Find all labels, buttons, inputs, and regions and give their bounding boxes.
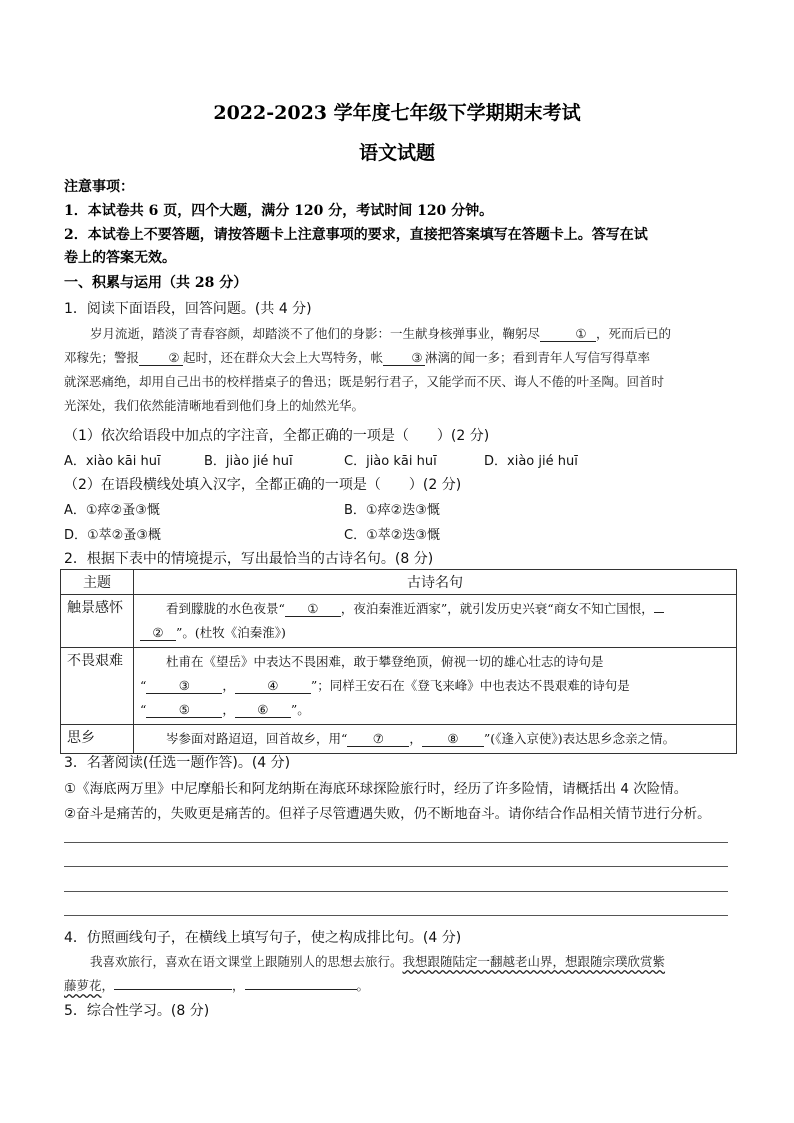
q1-sub1: （1）依次给语段中加点的字注音，全都正确的一项是（ ）(2 分) [64, 428, 490, 444]
blank-6: ⑥ [235, 702, 291, 718]
q3-option-2: ②奋斗是痛苦的，失败更是痛苦的。但祥子尽管遭遇失败，仍不断地奋斗。请你结合作品相关情节进行分析。 [64, 806, 711, 822]
table-row [61, 595, 737, 648]
notes-heading: 注意事项： [64, 179, 134, 195]
q1-sub2-option-d: D．①萃②蚤③概 [64, 528, 161, 543]
q1-passage-text: 就深恶痛绝，却用自己出书的校样揩桌子的鲁迅；既是躬行君子，又能学而不厌、诲人不倦的叶圣陶。回首时 [64, 374, 665, 389]
blank-2-lead [654, 612, 664, 613]
blank-8: ⑧ [422, 731, 484, 747]
q4-stem: 4．仿照画线句子，在横线上填写句子，使之构成排比句。(4 分) [64, 930, 462, 946]
row-poem: 岑参面对路迢迢，回首故乡，用“ ⑦ ， ⑧ ”(《逢入京使》)表达思乡念亲之情。 [134, 725, 737, 754]
poem-text: 杜甫在《望岳》中表达不畏困难，敢于攀登绝顶，俯视一切的雄心壮志的诗句是 [166, 654, 604, 669]
q1-sub1-option-b: B．jiào jié huī [204, 454, 293, 469]
poem-text: ”(《逢入京使》)表达思乡念亲之情。 [483, 731, 676, 746]
blank-4: ④ [235, 678, 311, 694]
answer-line[interactable] [64, 891, 728, 892]
q1-sub2-option-c: C．①萃②迭③慨 [344, 528, 441, 543]
row-theme: 思乡 [61, 725, 134, 754]
q4-underlined-sentence: 藤萝花 [64, 978, 102, 993]
q1-passage-text: 光深处，我们依然能清晰地看到他们身上的灿然光华。 [64, 398, 365, 413]
answer-line[interactable] [64, 915, 728, 916]
q3-stem: 3．名著阅读(任选一题作答)。(4 分) [64, 755, 291, 771]
row-poem [134, 595, 737, 648]
blank-3: ③ [146, 678, 222, 694]
poem-text: ；同样王安石在《登飞来峰》中也表达不畏艰难的诗句是 [317, 678, 630, 693]
notes-item-2a: 2．本试卷上不要答题，请按答题卡上注意事项的要求，直接把答案填写在答题卡上。答写在试 [64, 227, 648, 243]
q1-sub1-option-c: C．jiào kāi huī [344, 454, 437, 469]
blank-2: ② [140, 625, 176, 641]
section1-heading: 一、积累与运用（共 28 分） [64, 275, 248, 291]
table-row [61, 648, 737, 725]
q1-blank-1: ① [540, 326, 596, 342]
q4-text: 。 [356, 978, 370, 993]
table-header-row [61, 570, 737, 595]
blank-5: ⑤ [146, 702, 222, 718]
subject-title: 语文试题 [358, 142, 435, 164]
q1-sub2-option-a: A．①瘁②蚤③慨 [64, 503, 160, 518]
q4-underlined-sentence: 我想跟随陆定一翻越老山界，想跟随宗璞欣赏紫 [402, 954, 666, 969]
q1-passage-text: 岁月流逝，踏淡了青春容颜，却踏淡不了他们的身影：一生献身核弹事业，鞠躬尽 [90, 326, 541, 341]
blank-7: ⑦ [347, 731, 409, 747]
poem-text: 岑参面对路迢迢，回首故乡，用“ [166, 731, 348, 746]
q1-passage-text: 起时，还在群众大会上大骂特务，帐 [183, 350, 384, 365]
q5-stem: 5．综合性学习。(8 分) [64, 1003, 210, 1019]
q1-passage-text: ，死而后已的 [596, 326, 672, 341]
q1-passage-text: 邓稼先；警报 [64, 350, 140, 365]
q3-option-1: ①《海底两万里》中尼摩船长和阿龙纳斯在海底环球探险旅行时，经历了许多险情，请概括出 4 次险情。 [64, 781, 688, 797]
q1-blank-3: ③ [383, 350, 425, 366]
q1-blank-2: ② [139, 350, 183, 366]
poem-text: 看到朦胧的水色夜景“ [166, 601, 285, 616]
row-theme: 不畏艰难 [61, 648, 134, 725]
q1-sub2-option-b: B．①瘁②迭③慨 [344, 503, 440, 518]
q4-blank-1[interactable] [114, 989, 232, 990]
q1-sub1-option-a: A．xiào kāi huī [64, 454, 161, 469]
row-theme: 触景感怀 [61, 595, 134, 648]
row-poem: 杜甫在《望岳》中表达不畏困难，敢于攀登绝顶，俯视一切的雄心壮志的诗句是 “ ③ ， ④ ”；同样王安石在《登飞来峰》中也表达不畏艰难的诗句是 “ ⑤ ， ⑥ ”。 [134, 648, 737, 725]
col-header-theme: 主题 [61, 570, 134, 595]
q4-text: ， [101, 978, 115, 993]
notes-item-2b: 卷上的答案无效。 [64, 250, 176, 266]
q1-sub2: （2）在语段横线处填入汉字，全都正确的一项是（ ）(2 分) [64, 477, 462, 493]
q4-passage: 我喜欢旅行，喜欢在语文课堂上跟随别人的思想去旅行。我想跟随陆定一翻越老山界，想跟随宗璞欣赏紫 藤萝花， ， 。 [64, 950, 734, 998]
q2-stem: 2．根据下表中的情境提示，写出最恰当的古诗名句。(8 分) [64, 551, 434, 567]
col-header-poem: 古诗名句 [134, 570, 737, 595]
q4-blank-2[interactable] [245, 989, 357, 990]
poem-text: ”。(杜牧《泊秦淮》) [176, 625, 286, 640]
exam-title: 2022-2023 学年度七年级下学期期末考试 [213, 102, 581, 124]
q1-passage-text: 淋漓的闻一多；看到青年人写信写得草率 [425, 350, 651, 365]
answer-line[interactable] [64, 842, 728, 843]
answer-line[interactable] [64, 866, 728, 867]
blank-1: ① [285, 601, 341, 617]
poem-table [60, 569, 737, 754]
q1-passage [64, 322, 734, 418]
q4-text: 我喜欢旅行，喜欢在语文课堂上跟随别人的思想去旅行。 [90, 954, 403, 969]
q1-stem: 1．阅读下面语段，回答问题。(共 4 分) [64, 301, 312, 317]
table-row [61, 725, 737, 754]
notes-item-1: 1．本试卷共 6 页，四个大题，满分 120 分，考试时间 120 分钟。 [64, 203, 494, 219]
poem-text: ，夜泊秦淮近酒家”，就引发历史兴衰“商女不知亡国恨， [340, 601, 654, 616]
q1-sub1-option-d: D．xiào jié huī [484, 454, 578, 469]
